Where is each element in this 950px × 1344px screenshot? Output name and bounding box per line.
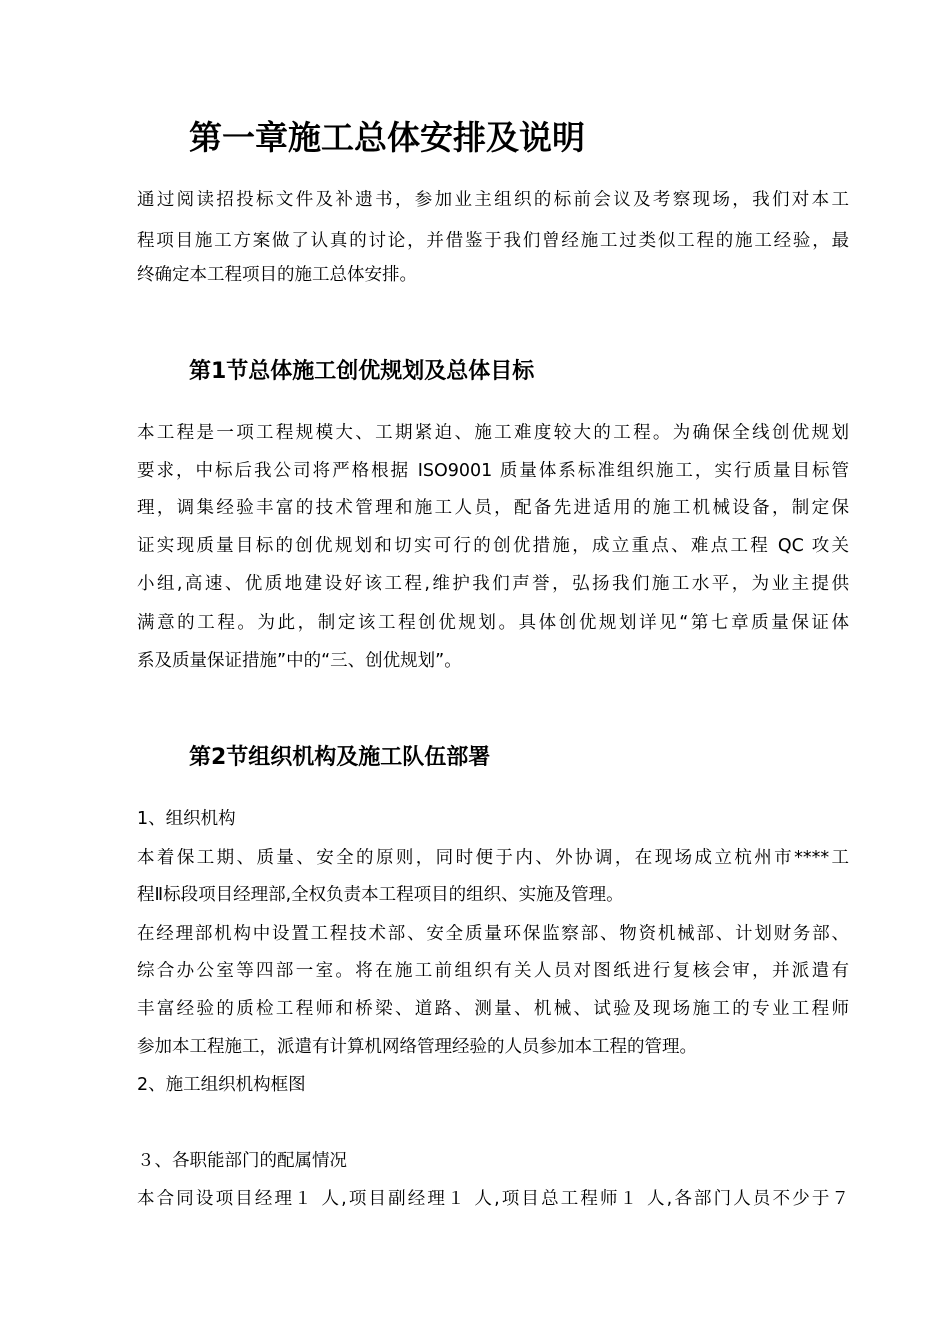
section-1-line: 证实现质量目标的创优规划和切实可行的创优措施，成立重点、难点工程 QC 攻关	[137, 536, 849, 556]
section-1-line: 本工程是一项工程规模大、工期紧迫、施工难度较大的工程。为确保全线创优规划	[137, 423, 849, 443]
section-2-line: 丰富经验的质检工程师和桥梁、道路、测量、机械、试验及现场施工的专业工程师	[137, 999, 849, 1019]
section-2-line: 综合办公室等四部一室。将在施工前组织有关人员对图纸进行复核会审，并派遣有	[137, 961, 849, 981]
section-1-line: 要求，中标后我公司将严格根据 ISO9001 质量体系标准组织施工，实行质量目标管	[137, 461, 849, 481]
section-2-line: 本合同设项目经理１ 人,项目副经理１ 人,项目总工程师１ 人,各部门人员不少于７	[137, 1189, 849, 1209]
section-2-line: 1、组织机构	[137, 809, 236, 829]
section-1-line: 满意的工程。为此，制定该工程创优规划。具体创优规划详见“第七章质量保证体	[137, 613, 849, 633]
intro-line: 通过阅读招投标文件及补遗书，参加业主组织的标前会议及考察现场，我们对本工	[137, 190, 849, 210]
section-2-line: 程Ⅱ标段项目经理部,全权负责本工程项目的组织、实施及管理。	[137, 885, 624, 905]
section-1-line: 系及质量保证措施”中的“三、创优规划”。	[137, 651, 462, 671]
section-2-line: 在经理部机构中设置工程技术部、安全质量环保监察部、物资机械部、计划财务部、	[137, 924, 849, 944]
section-1-line: 小组,高速、优质地建设好该工程,维护我们声誉，弘扬我们施工水平，为业主提供	[137, 574, 849, 594]
section-1-line: 理，调集经验丰富的技术管理和施工人员，配备先进适用的施工机械设备，制定保	[137, 498, 849, 518]
section-2-line: 参加本工程施工，派遣有计算机网络管理经验的人员参加本工程的管理。	[137, 1037, 697, 1057]
chapter-title: 第一章施工总体安排及说明	[189, 118, 585, 157]
section-2-line: 本着保工期、质量、安全的原则，同时便于内、外协调，在现场成立杭州市****工	[137, 848, 849, 868]
intro-line: 终确定本工程项目的施工总体安排。	[137, 265, 417, 285]
section-1-title: 第1节总体施工创优规划及总体目标	[189, 359, 535, 384]
intro-line: 程项目施工方案做了认真的讨论，并借鉴于我们曾经施工过类似工程的施工经验，最	[137, 231, 849, 251]
section-2-line: ３、各职能部门的配属情况	[137, 1151, 347, 1171]
section-2-title: 第2节组织机构及施工队伍部署	[189, 745, 491, 770]
section-2-line: 2、施工组织机构框图	[137, 1075, 306, 1095]
